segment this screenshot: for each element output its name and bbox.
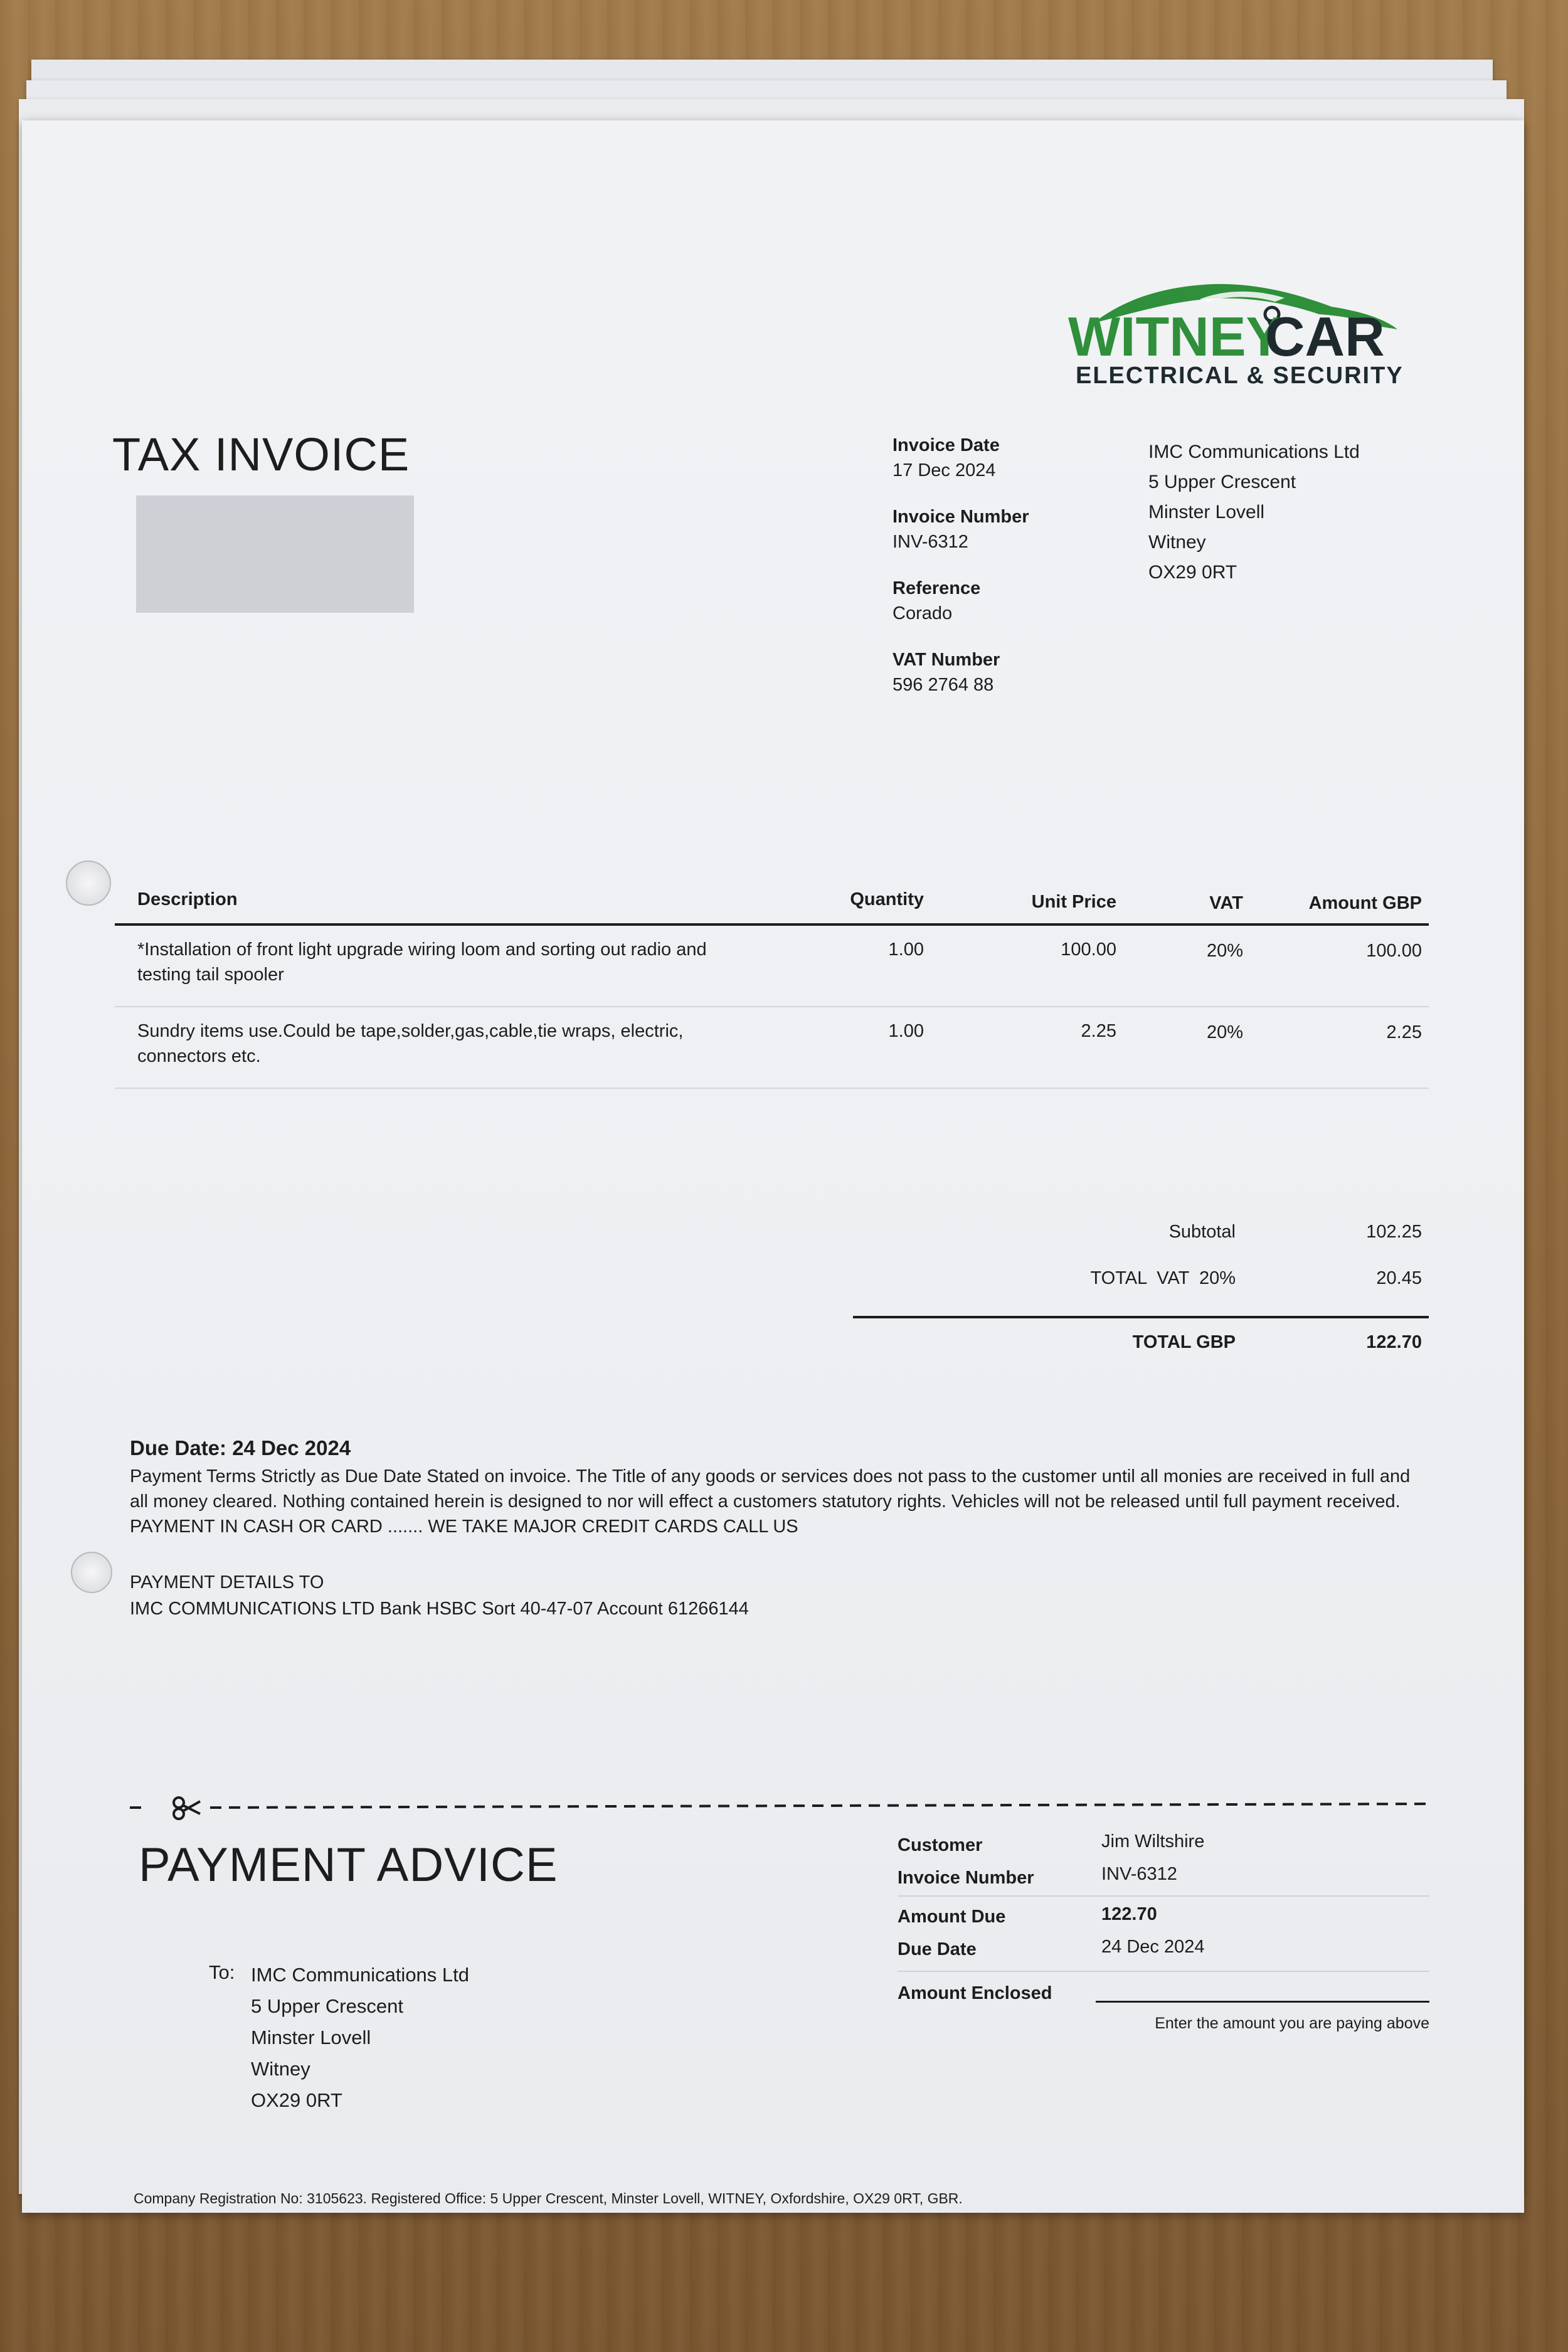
company-logo xyxy=(1068,262,1419,387)
customer-row: Customer Jim Wiltshire xyxy=(898,1831,1205,1855)
address-line: 5 Upper Crescent xyxy=(251,1995,403,2017)
amount-enclosed-field[interactable] xyxy=(1096,2001,1429,2003)
logo-brand-a: WITNEY xyxy=(1068,305,1283,368)
due-date-heading: Due Date: 24 Dec 2024 xyxy=(130,1436,351,1459)
col-vat: VAT xyxy=(1209,893,1243,913)
col-quantity: Quantity xyxy=(850,889,924,909)
supplier-address xyxy=(1148,437,1360,588)
amount-enclosed-hint: Enter the amount you are paying above xyxy=(1155,2015,1429,2032)
table-header xyxy=(115,867,1429,926)
col-description: Description xyxy=(137,889,238,909)
table-row: *Installation of front light upgrade wiring loom and sorting out radio and testing tail spooler 1.00 100.00 20% 100.00 xyxy=(115,926,1429,1007)
payment-terms: Payment Terms Strictly as Due Date Stated on invoice. The Title of any goods or services does not pass to the customer until all monies are received in full and all money cleared. Nothing contained herein is designed to nor will effect a customers statutory rights. Vehicles will not be released until full payment received. PAYMENT IN CASH OR CARD ....... WE TAKE MAJOR CREDIT CARDS CALL US xyxy=(130,1466,1411,1537)
table-row: Sundry items use.Could be tape,solder,gas,cable,tie wraps, electric, connectors etc. 1.00 2.25 20% 2.25 xyxy=(115,1007,1429,1089)
meta-reference: Reference Corado xyxy=(893,578,981,623)
address-line: Minster Lovell xyxy=(1148,502,1265,522)
address-line: Witney xyxy=(251,2058,310,2080)
cut-line xyxy=(130,1795,1429,1820)
meta-vat-number: VAT Number 596 2764 88 xyxy=(893,650,1000,695)
payment-advice-title: PAYMENT ADVICE xyxy=(139,1838,558,1892)
company-footer: Company Registration No: 3105623. Registered Office: 5 Upper Crescent, Minster Lovell, WITNEY, Oxfordshire, OX29 0RT, GBR. xyxy=(134,2190,963,2206)
logo-tagline: ELECTRICAL & SECURITY xyxy=(1076,363,1404,387)
totals-block xyxy=(853,1210,1429,1371)
address-line: IMC Communications Ltd xyxy=(1148,442,1360,462)
scissors-icon xyxy=(174,1798,200,1819)
page-title: TAX INVOICE xyxy=(112,428,410,480)
subtotal-row: Subtotal 102.25 xyxy=(1168,1222,1422,1242)
address-line: Witney xyxy=(1148,532,1206,553)
redacted-block xyxy=(136,495,414,613)
amount-due-row: Amount Due 122.70 xyxy=(898,1904,1157,1927)
address-line: Minster Lovell xyxy=(251,2026,371,2048)
payment-details-text: IMC COMMUNICATIONS LTD Bank HSBC Sort 40-47-07 Account 61266144 xyxy=(130,1599,749,1619)
punch-hole xyxy=(71,1552,112,1593)
line-items-table xyxy=(115,867,1429,1089)
address-line: OX29 0RT xyxy=(1148,562,1237,583)
address-line: IMC Communications Ltd xyxy=(251,1964,470,1986)
payment-advice-details xyxy=(898,1828,1429,2011)
address-line: 5 Upper Crescent xyxy=(1148,472,1296,492)
invoice-number-row: Invoice Number INV-6312 xyxy=(898,1864,1177,1888)
meta-invoice-number: Invoice Number INV-6312 xyxy=(893,507,1029,552)
address-line: OX29 0RT xyxy=(251,2089,342,2111)
total-row: TOTAL GBP 122.70 xyxy=(1132,1332,1422,1352)
vat-row: TOTAL VAT 20% 20.45 xyxy=(1090,1268,1422,1288)
punch-hole xyxy=(66,861,111,906)
amount-enclosed-row[interactable] xyxy=(898,1978,1429,2011)
meta-invoice-date: Invoice Date 17 Dec 2024 xyxy=(893,435,1000,480)
payee-address xyxy=(251,1959,469,2116)
payment-details-heading: PAYMENT DETAILS TO xyxy=(130,1572,324,1592)
col-amount: Amount GBP xyxy=(1308,893,1422,913)
amount-enclosed-label: Amount Enclosed xyxy=(898,1983,1052,2003)
logo-brand-b: CAR xyxy=(1265,305,1385,368)
due-date-row: Due Date 24 Dec 2024 xyxy=(898,1937,1205,1959)
payment-details xyxy=(130,1569,749,1622)
invoice-page xyxy=(22,120,1524,2213)
invoice-meta xyxy=(893,433,1131,719)
to-label: To: xyxy=(209,1961,235,1983)
col-unit-price: Unit Price xyxy=(1031,892,1116,912)
